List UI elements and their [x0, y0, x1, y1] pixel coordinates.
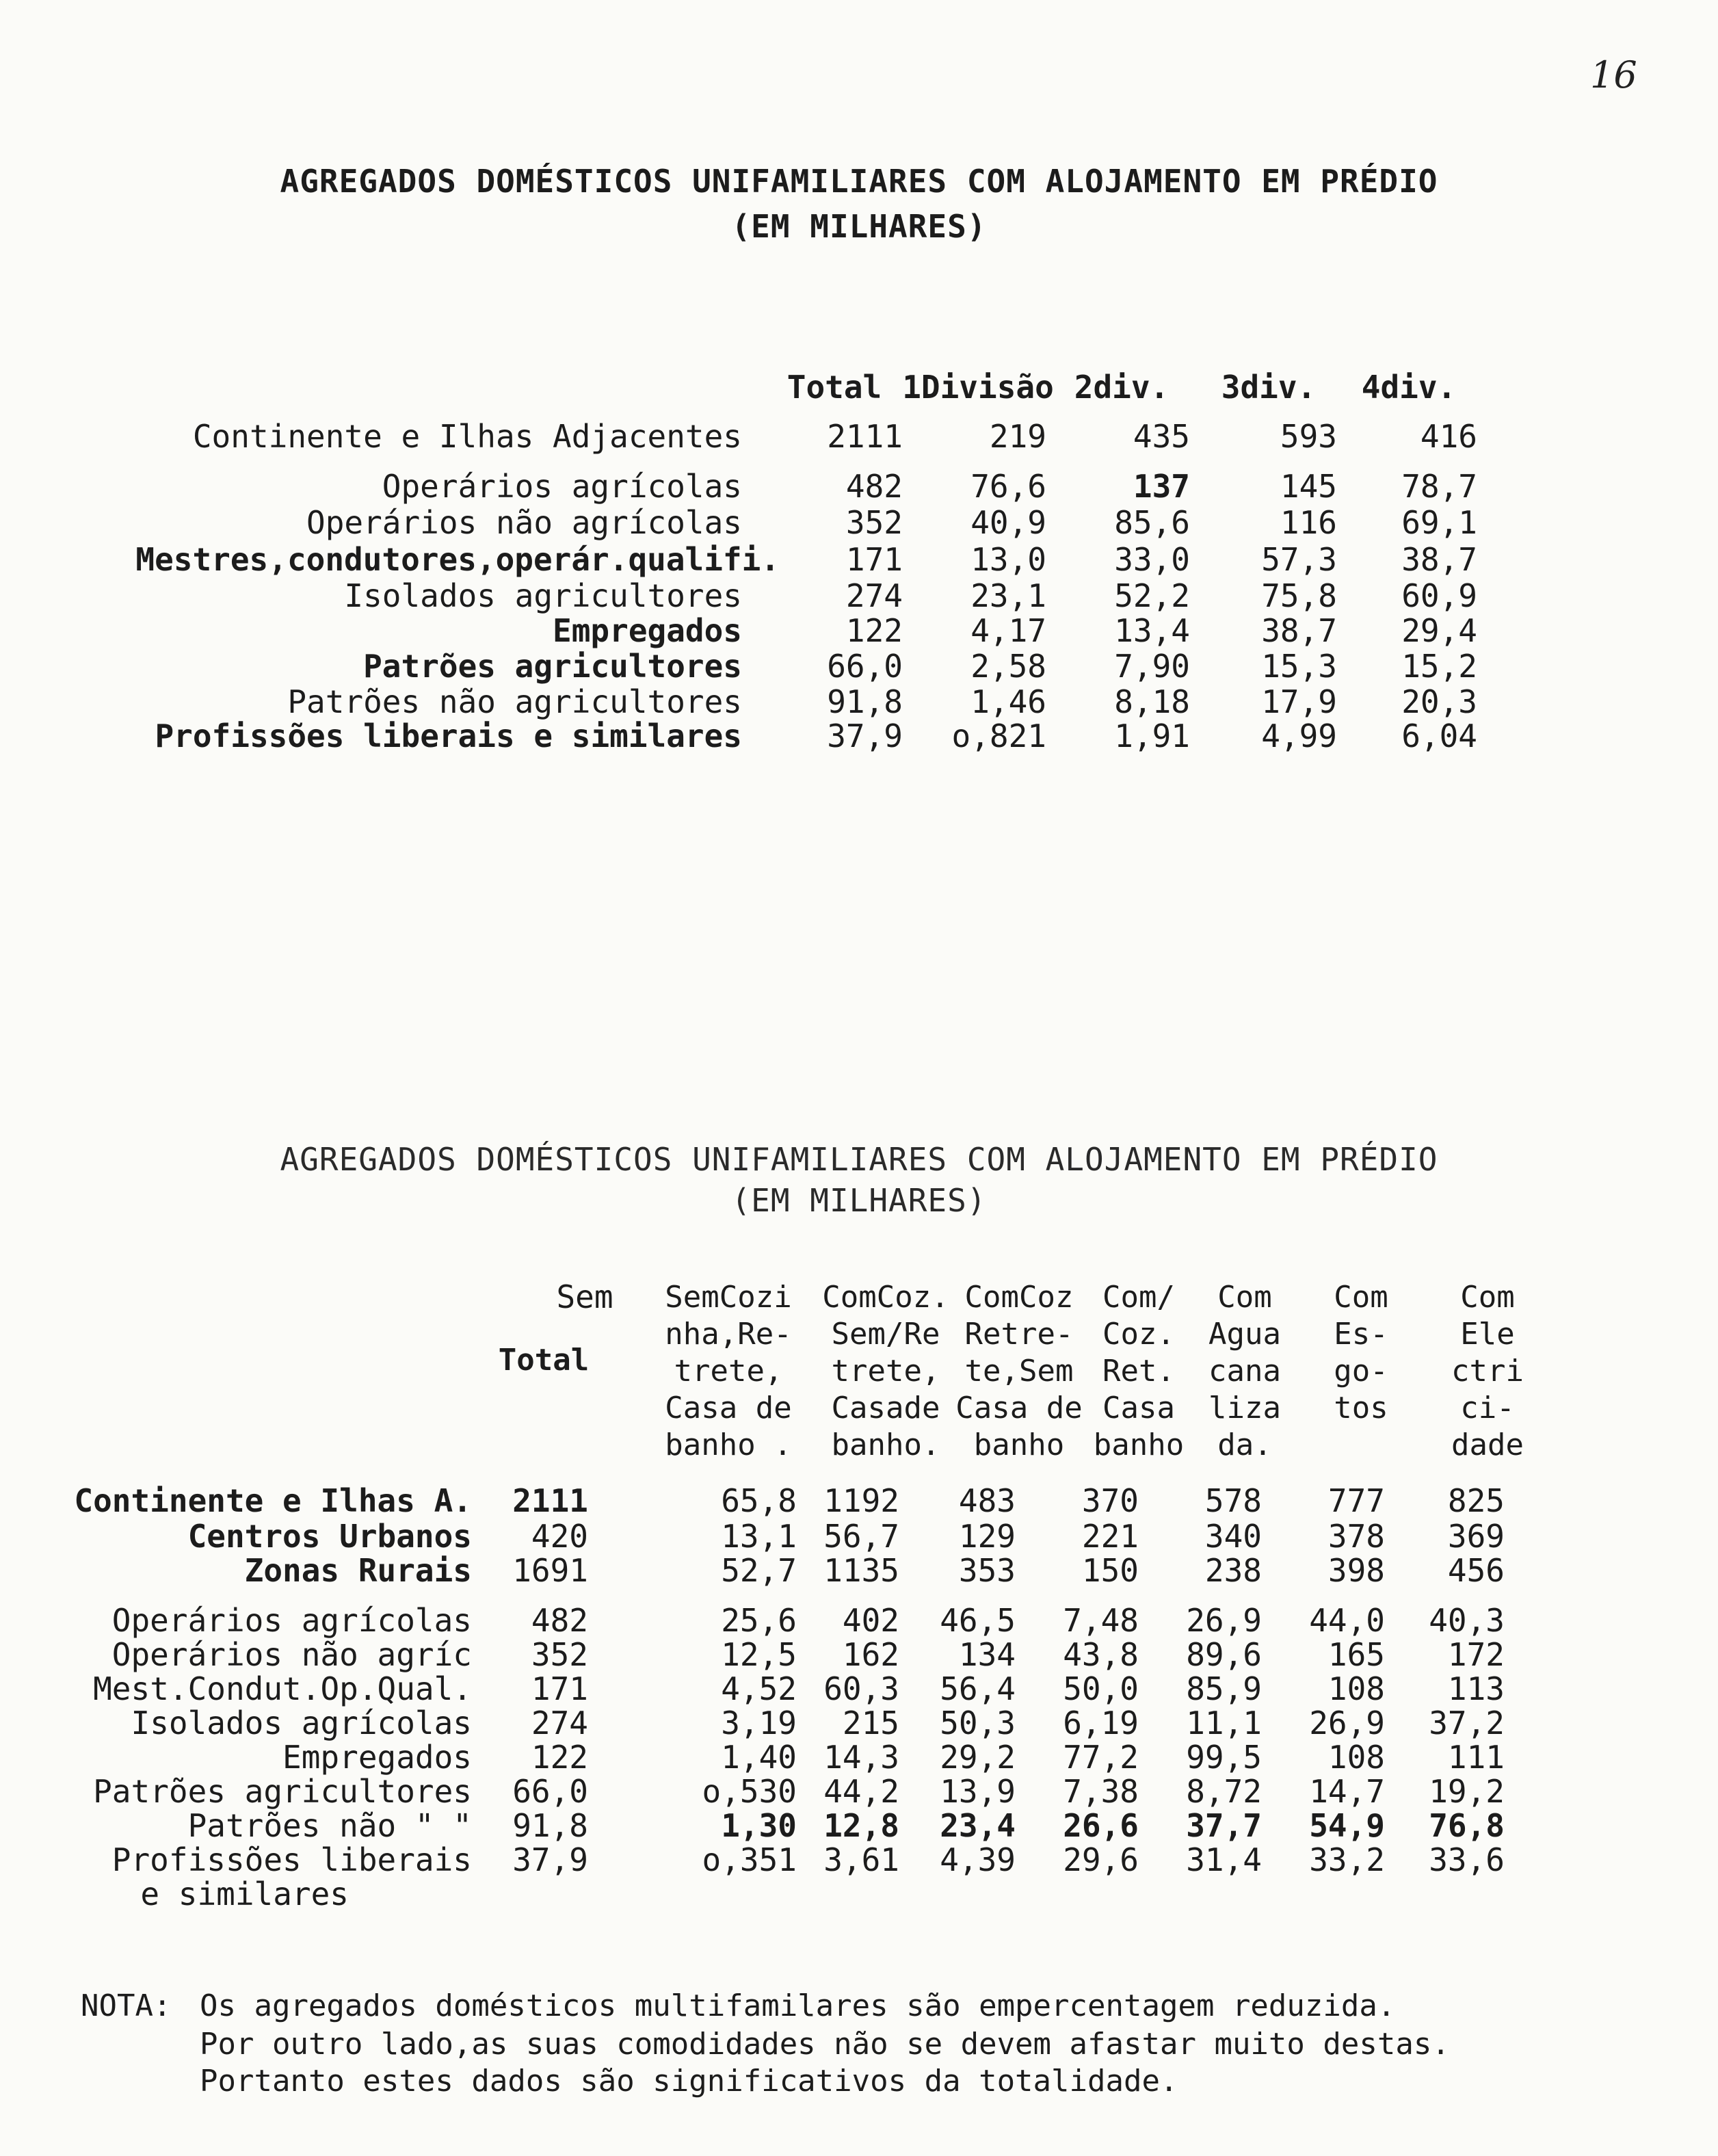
table2-cell: 37,7 [1186, 1807, 1262, 1844]
table2-row-label: Patrões não " " [187, 1807, 472, 1844]
table2-cell: 165 [1327, 1636, 1385, 1673]
table1-cell: 29,4 [1401, 612, 1477, 649]
table1-cell: 1,46 [970, 683, 1046, 720]
table1-cell: o,821 [951, 718, 1046, 754]
table2-column-header: ComCoz. Sem/Re trete, Casade banho. [822, 1280, 949, 1462]
table1-cell: 57,3 [1261, 541, 1337, 578]
table2-cell: 54,9 [1309, 1807, 1385, 1844]
table2-cell: 108 [1327, 1739, 1385, 1776]
table2-cell: 134 [958, 1636, 1016, 1673]
table2-cell: 77,2 [1063, 1739, 1139, 1776]
table2-cell: 26,9 [1186, 1602, 1262, 1639]
table2-cell: 91,8 [512, 1807, 588, 1844]
table2-cell: 108 [1327, 1670, 1385, 1707]
table1-cell: 37,9 [827, 718, 903, 754]
table2-cell: 1691 [512, 1552, 588, 1589]
table1-cell: 15,2 [1401, 648, 1477, 685]
table2-cell: 85,9 [1186, 1670, 1262, 1707]
table2-cell: 33,6 [1429, 1841, 1505, 1878]
table2-cell: 23,4 [940, 1807, 1016, 1844]
table2-cell: 56,4 [940, 1670, 1016, 1707]
table2-cell: 4,52 [721, 1670, 797, 1707]
table1-cell: 75,8 [1261, 577, 1337, 614]
table2-cell: 26,9 [1309, 1705, 1385, 1741]
table2-cell: 52,7 [721, 1552, 797, 1589]
table2-cell: 340 [1204, 1518, 1262, 1555]
note-line: Por outro lado,as suas comodidades não se devem afastar muito destas. [200, 2027, 1450, 2062]
table1-cell: 416 [1420, 418, 1477, 455]
table2-cell: 825 [1447, 1482, 1505, 1519]
table1-row-label: Isolados agricultores [344, 577, 742, 614]
table2-cell: 60,3 [823, 1670, 899, 1707]
table1-cell: 76,6 [970, 468, 1046, 505]
table1-cell: 2,58 [970, 648, 1046, 685]
table2-cell: 777 [1327, 1482, 1385, 1519]
table2-cell: 31,4 [1186, 1841, 1262, 1878]
table1-cell: 40,9 [970, 504, 1046, 541]
table2-column-header: Com Ele ctri ci- dade [1451, 1280, 1524, 1462]
table2-cell: 26,6 [1063, 1807, 1139, 1844]
table1-cell: 38,7 [1261, 612, 1337, 649]
table1-cell: 593 [1280, 418, 1337, 455]
table2-row-label: Zonas Rurais [244, 1552, 472, 1589]
table2-cell: 44,0 [1309, 1602, 1385, 1639]
table1-cell: 435 [1133, 418, 1190, 455]
table1-row-label: Continente e Ilhas Adjacentes [192, 418, 742, 455]
table1-cell: 122 [845, 612, 903, 649]
table1-row-label: Patrões não agricultores [287, 683, 742, 720]
table2-cell: 13,9 [940, 1773, 1016, 1810]
table2-row-label: Patrões agricultores [93, 1773, 472, 1810]
table1-cell: 15,3 [1261, 648, 1337, 685]
table2-cell: 370 [1081, 1482, 1139, 1519]
table2-cell: 221 [1081, 1518, 1139, 1555]
table1-cell: 8,18 [1114, 683, 1190, 720]
table2-cell: 37,2 [1429, 1705, 1505, 1741]
table2-row-label: Continente e Ilhas A. [74, 1482, 472, 1519]
table1-cell: 171 [845, 541, 903, 578]
table2-cell: 274 [531, 1705, 588, 1741]
table2-cell: o,351 [702, 1841, 797, 1878]
table1-column-header: 4div. [1361, 369, 1457, 406]
table1-cell: 274 [845, 577, 903, 614]
table1-cell: 23,1 [970, 577, 1046, 614]
table1-cell: 1,91 [1114, 718, 1190, 754]
table2-cell: 150 [1081, 1552, 1139, 1589]
table2-cell: 7,38 [1063, 1773, 1139, 1810]
table1-row-label: Operários não agrícolas [306, 504, 742, 541]
table2-cell: 122 [531, 1739, 588, 1776]
table2-cell: 29,6 [1063, 1841, 1139, 1878]
table2-cell: 111 [1447, 1739, 1505, 1776]
table1-cell: 352 [845, 504, 903, 541]
table2-cell: 66,0 [512, 1773, 588, 1810]
table2-cell: 14,7 [1309, 1773, 1385, 1810]
table2-cell: 12,5 [721, 1636, 797, 1673]
table2-cell: 171 [531, 1670, 588, 1707]
table2-cell: 3,19 [721, 1705, 797, 1741]
table2-row-label: Operários agrícolas [111, 1602, 472, 1639]
table2-cell: 6,19 [1063, 1705, 1139, 1741]
table2-cell: 65,8 [721, 1482, 797, 1519]
table2-cell: 238 [1204, 1552, 1262, 1589]
table1-column-header: Total [787, 369, 882, 406]
table1-cell: 78,7 [1401, 468, 1477, 505]
table2-cell: 369 [1447, 1518, 1505, 1555]
table1-cell: 4,17 [970, 612, 1046, 649]
table1-cell: 13,4 [1114, 612, 1190, 649]
table2-cell: 76,8 [1429, 1807, 1505, 1844]
table2-cell: 482 [531, 1602, 588, 1639]
table2-title: AGREGADOS DOMÉSTICOS UNIFAMILIARES COM ALOJAMENTO EM PRÉDIO [280, 1141, 1438, 1178]
table2-cell: 352 [531, 1636, 588, 1673]
table2-row-label: Mest.Condut.Op.Qual. [93, 1670, 472, 1707]
table2-row-label-continued: e similares [140, 1876, 349, 1912]
table2-cell: 89,6 [1186, 1636, 1262, 1673]
table2-cell: 99,5 [1186, 1739, 1262, 1776]
table1-cell: 6,04 [1401, 718, 1477, 754]
table2-cell: 1,40 [721, 1739, 797, 1776]
table2-cell: 7,48 [1063, 1602, 1139, 1639]
note-line: Os agregados domésticos multifamilares são empercentagem reduzida. [200, 1988, 1396, 2023]
table2-cell: 12,8 [823, 1807, 899, 1844]
table2-cell: 456 [1447, 1552, 1505, 1589]
table1-cell: 52,2 [1114, 577, 1190, 614]
page-number: 16 [1590, 53, 1637, 96]
table2-cell: 19,2 [1429, 1773, 1505, 1810]
table1-row-label: Empregados [553, 612, 742, 649]
table2-cell: 420 [531, 1518, 588, 1555]
table2-row-label: Centros Urbanos [187, 1518, 472, 1555]
table2-cell: 1192 [823, 1482, 899, 1519]
table2-cell: 44,2 [823, 1773, 899, 1810]
table2-cell: 11,1 [1186, 1705, 1262, 1741]
table2-cell: 172 [1447, 1636, 1505, 1673]
table1-cell: 85,6 [1114, 504, 1190, 541]
table1-cell: 13,0 [970, 541, 1046, 578]
table1-title: AGREGADOS DOMÉSTICOS UNIFAMILIARES COM ALOJAMENTO EM PRÉDIO [280, 163, 1438, 200]
table1-column-header: 3div. [1221, 369, 1317, 406]
table2-cell: 37,9 [512, 1841, 588, 1878]
table2-column-header: Com Es- go- tos [1334, 1280, 1388, 1425]
table2-cell: 3,61 [823, 1841, 899, 1878]
table1-cell: 482 [845, 468, 903, 505]
table2-cell: 578 [1204, 1482, 1262, 1519]
table2-subtitle: (EM MILHARES) [731, 1182, 987, 1219]
table2-header-sem: Sem [556, 1278, 613, 1315]
table2-cell: 46,5 [940, 1602, 1016, 1639]
table1-cell: 38,7 [1401, 541, 1477, 578]
table2-row-label: Isolados agrícolas [131, 1705, 472, 1741]
table2-cell: 56,7 [823, 1518, 899, 1555]
table2-cell: 353 [958, 1552, 1016, 1589]
table1-row-label: Profissões liberais e similares [155, 718, 742, 754]
table2-cell: 50,0 [1063, 1670, 1139, 1707]
table2-cell: 33,2 [1309, 1841, 1385, 1878]
table1-cell: 60,9 [1401, 577, 1477, 614]
table2-cell: 113 [1447, 1670, 1505, 1707]
table1-row-label: Patrões agricultores [363, 648, 742, 685]
table2-cell: 43,8 [1063, 1636, 1139, 1673]
table1-row-label: Mestres,condutores,operár.qualifi. [135, 541, 780, 578]
table1-cell: 7,90 [1114, 648, 1190, 685]
table2-cell: 13,1 [721, 1518, 797, 1555]
table1-cell: 2111 [827, 418, 903, 455]
table2-cell: 215 [842, 1705, 899, 1741]
table2-cell: 398 [1327, 1552, 1385, 1589]
table2-cell: 2111 [512, 1482, 588, 1519]
table2-column-header: Com/ Coz. Ret. Casa banho [1093, 1280, 1185, 1462]
table1-cell: 91,8 [827, 683, 903, 720]
table1-cell: 116 [1280, 504, 1337, 541]
table2-column-header: SemCozi nha,Re- trete, Casa de banho . [665, 1280, 792, 1462]
table2-cell: 483 [958, 1482, 1016, 1519]
table1-cell: 69,1 [1401, 504, 1477, 541]
table2-column-header: Com Agua cana liza da. [1208, 1280, 1281, 1462]
table1-row-label: Operários agrícolas [382, 468, 742, 505]
table1-subtitle: (EM MILHARES) [731, 208, 987, 245]
table2-cell: 8,72 [1186, 1773, 1262, 1810]
table2-cell: 1,30 [721, 1807, 797, 1844]
table1-cell: 4,99 [1261, 718, 1337, 754]
table2-column-header: ComCoz Retre- te,Sem Casa de banho [955, 1280, 1083, 1462]
table1-cell: 66,0 [827, 648, 903, 685]
table2-cell: 1135 [823, 1552, 899, 1589]
table1-cell: 17,9 [1261, 683, 1337, 720]
table2-column-header: Total [498, 1343, 590, 1378]
table2-row-label: Empregados [282, 1739, 472, 1776]
table2-cell: 40,3 [1429, 1602, 1505, 1639]
table2-cell: 4,39 [940, 1841, 1016, 1878]
table1-cell: 33,0 [1114, 541, 1190, 578]
table2-cell: 402 [842, 1602, 899, 1639]
table2-cell: 50,3 [940, 1705, 1016, 1741]
table2-cell: 162 [842, 1636, 899, 1673]
table2-cell: 378 [1327, 1518, 1385, 1555]
table1-column-header: 2div. [1074, 369, 1169, 406]
table2-row-label: Operários não agríc [111, 1636, 472, 1673]
table1-cell: 145 [1280, 468, 1337, 505]
table2-cell: 29,2 [940, 1739, 1016, 1776]
table1-cell: 20,3 [1401, 683, 1477, 720]
table2-cell: 14,3 [823, 1739, 899, 1776]
note-line: Portanto estes dados são significativos da totalidade. [200, 2064, 1178, 2099]
table1-cell: 219 [989, 418, 1046, 455]
table2-row-label: Profissões liberais [111, 1841, 472, 1878]
table2-cell: 129 [958, 1518, 1016, 1555]
table1-cell: 137 [1133, 468, 1190, 505]
table2-cell: o,530 [702, 1773, 797, 1810]
table2-cell: 25,6 [721, 1602, 797, 1639]
note-lead: NOTA: [81, 1988, 172, 2023]
table1-column-header: 1Divisão [902, 369, 1054, 406]
